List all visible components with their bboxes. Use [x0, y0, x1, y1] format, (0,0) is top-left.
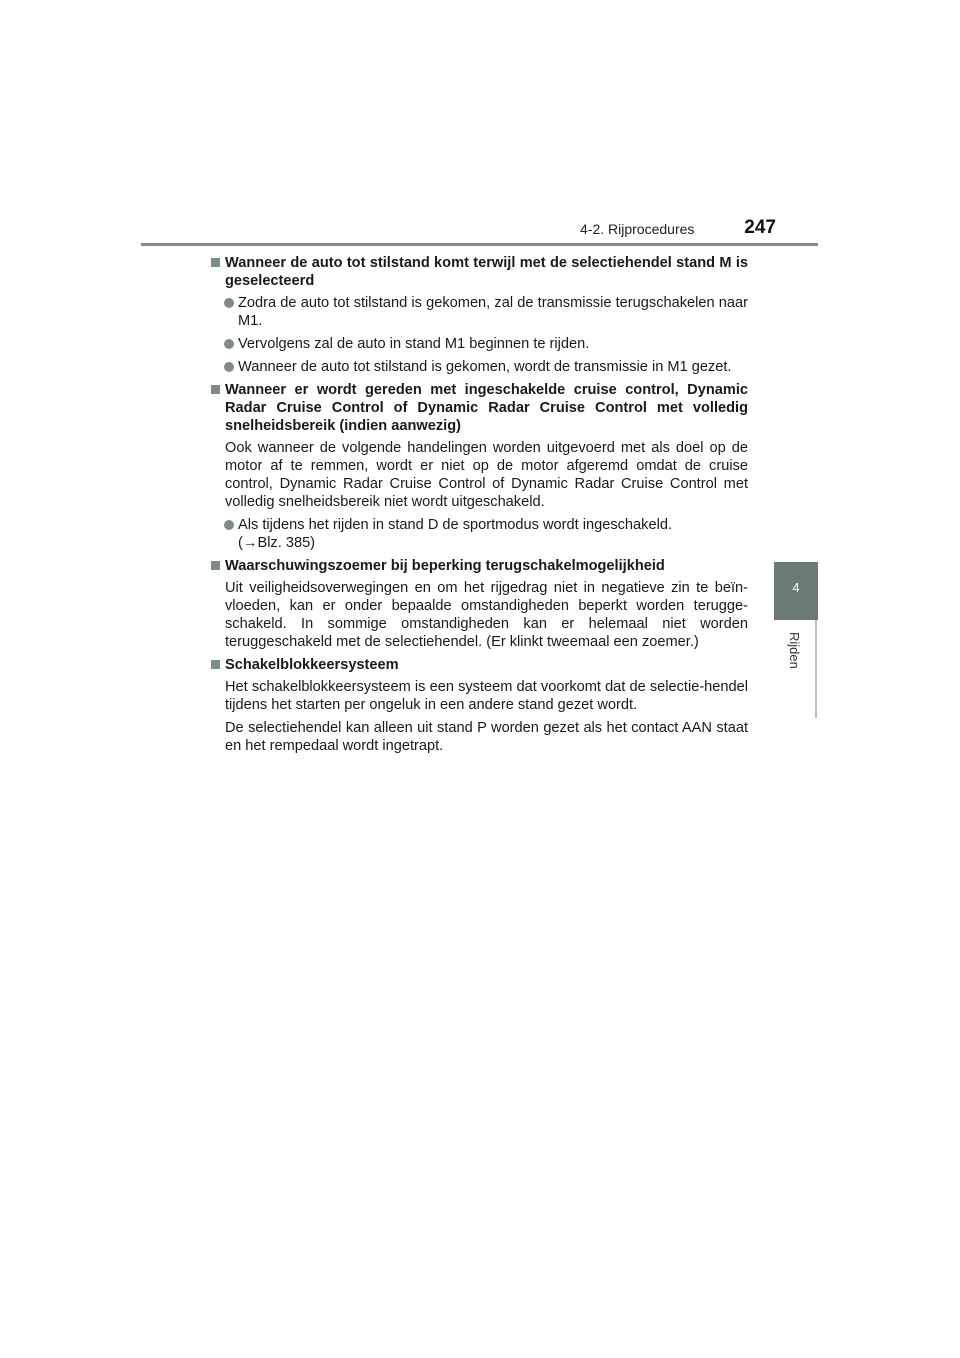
chapter-label-line — [815, 620, 817, 718]
round-bullet-icon — [224, 298, 234, 308]
page-number: 247 — [744, 217, 776, 238]
list-item-text: Wanneer de auto tot stilstand is gekomen, wordt de transmissie in M1 gezet. — [238, 359, 732, 375]
chapter-number: 4 — [792, 580, 800, 595]
list-item — [210, 335, 748, 353]
list-item — [210, 516, 748, 552]
list-item-text: Als tijdens het rijden in stand D de sportmodus wordt ingeschakeld. — [238, 517, 672, 533]
section-heading — [210, 656, 748, 674]
section-heading — [210, 254, 748, 290]
round-bullet-icon — [224, 339, 234, 349]
header-rule — [141, 243, 818, 246]
section-heading-text: Wanneer de auto tot stilstand komt terwijl met de selectiehendel stand M is geselecteerd — [225, 255, 748, 289]
page-content — [210, 254, 748, 760]
square-bullet-icon — [211, 258, 220, 267]
list-item — [210, 358, 748, 376]
paragraph: De selectiehendel kan alleen uit stand P worden gezet als het contact AAN staat en het rempedaal wordt ingetrapt. — [225, 720, 748, 754]
list-item-text: Zodra de auto tot stilstand is gekomen, zal de transmissie terugschakelen naar M1. — [238, 295, 748, 329]
square-bullet-icon — [211, 660, 220, 669]
paragraph: Het schakelblokkeersysteem is een systeem dat voorkomt dat de selectie-hendel tijdens het starten per ongeluk in een andere stand gezet wordt. — [225, 679, 748, 713]
section-heading-text: Waarschuwingszoemer bij beperking terugschakelmogelijkheid — [225, 558, 665, 574]
round-bullet-icon — [224, 362, 234, 372]
page-reference-link[interactable]: (→Blz. 385) — [238, 535, 316, 551]
section-heading — [210, 381, 748, 435]
page-header — [580, 217, 776, 239]
paragraph: Uit veiligheidsoverwegingen en om het rijgedrag niet in negatieve zin te beïn-vloeden, kan er onder bepaalde omstandigheden beperkt worden terugge-schakeld. In sommige omstandigheden kan er helemaal niet worden teruggeschakeld met de selectiehendel. (Er klinkt tweemaal een zoemer.) — [225, 580, 748, 650]
section-heading-text: Schakelblokkeersysteem — [225, 657, 399, 673]
section-heading — [210, 557, 748, 575]
square-bullet-icon — [211, 561, 220, 570]
square-bullet-icon — [211, 385, 220, 394]
section-title: 4-2. Rijprocedures — [580, 221, 695, 237]
round-bullet-icon — [224, 520, 234, 530]
list-item — [210, 294, 748, 330]
paragraph: Ook wanneer de volgende handelingen worden uitgevoerd met als doel op de motor af te remmen, wordt er niet op de motor afgeremd omdat de cruise control, Dynamic Radar Cruise Control of Dynamic Radar Cruise Control met volledig snelheidsbereik niet wordt uitgeschakeld. — [225, 440, 748, 510]
chapter-tab — [774, 562, 818, 620]
chapter-label: Rijden — [787, 632, 802, 669]
section-heading-text: Wanneer er wordt gereden met ingeschakelde cruise control, Dynamic Radar Cruise Control of Dynamic Radar Cruise Control met volledig snelheidsbereik (indien aanwezig) — [225, 382, 748, 434]
list-item-text: Vervolgens zal de auto in stand M1 beginnen te rijden. — [238, 336, 590, 352]
